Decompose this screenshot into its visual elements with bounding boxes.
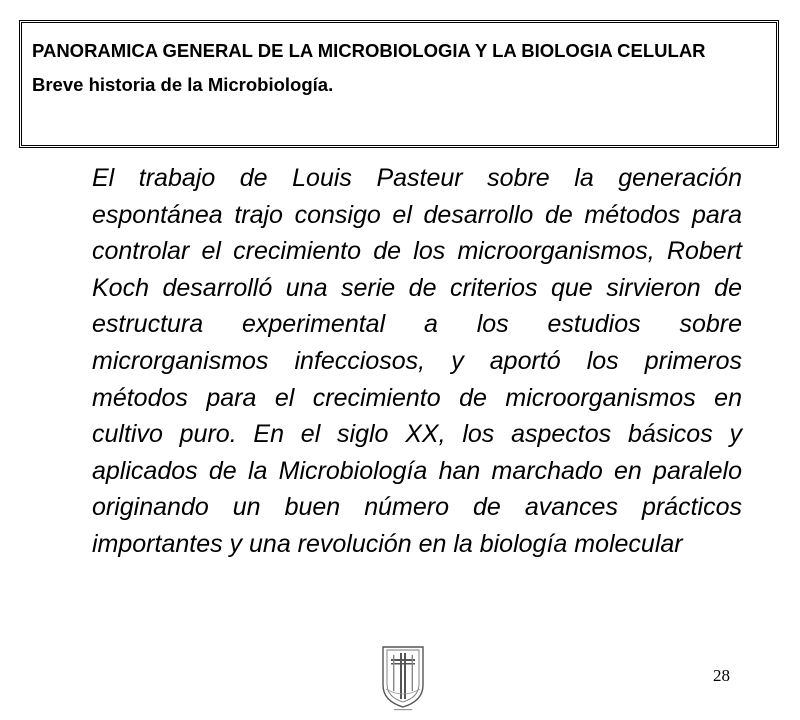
page-number: 28 bbox=[713, 666, 730, 685]
body-paragraph: El trabajo de Louis Pasteur sobre la generación espontánea trajo consigo el desarrollo de métodos para controlar el crecimiento de los microorganismos, Robert Koch desarrolló una serie de criterios que sirvieron de estructura experimental a los estudios sobre microrganismos infecciosos, y aportó los primeros métodos para el crecimiento de microorganismos en cultivo puro. En el siglo XX, los aspectos básicos y aplicados de la Microbiología han marchado en paralelo originando un buen número de avances prácticos importantes y una revolución en la biología molecular bbox=[92, 164, 742, 558]
university-crest-icon bbox=[380, 645, 426, 713]
page-title: PANORAMICA GENERAL DE LA MICROBIOLOGIA Y LA BIOLOGIA CELULAR bbox=[32, 40, 706, 61]
section-subtitle: Breve historia de la Microbiología. bbox=[32, 74, 334, 95]
header-box bbox=[19, 20, 779, 148]
